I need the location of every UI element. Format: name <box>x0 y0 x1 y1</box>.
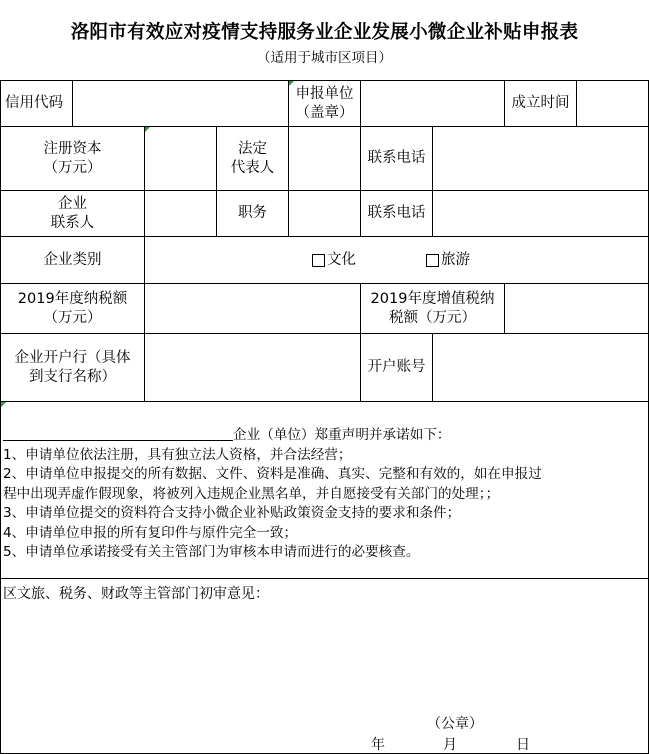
declaration-item: 3、申请单位提交的资料符合支持小微企业补贴政策资金支持的要求和条件； <box>3 505 461 521</box>
rule <box>0 578 649 579</box>
legal-rep-label-line2: 代表人 <box>230 159 275 176</box>
declaration-item: 4、申请单位申报的所有复印件与原件完全一致； <box>3 524 298 541</box>
contact-label-line1: 企业 <box>58 195 87 212</box>
category-option-tourism-label: 旅游 <box>441 251 470 268</box>
bank-label-line2: 到支行名称） <box>29 368 116 385</box>
declaration-intro: 企业（单位）郑重声明并承诺如下： <box>233 427 451 443</box>
legal-rep-label-line1: 法定 <box>238 140 267 157</box>
rule <box>0 401 649 402</box>
tax2019-label-line1: 2019年度纳税额 <box>17 290 128 307</box>
phone-label-2: 联系电话 <box>367 205 426 221</box>
applicant-field[interactable] <box>361 81 504 126</box>
category-label: 企业类别 <box>43 251 102 268</box>
contact-label-line2: 联系人 <box>50 214 95 231</box>
vat2019-label-line1: 2019年度增值税纳 <box>370 290 495 307</box>
form-subtitle: （适用于城市区项目） <box>257 50 392 66</box>
company-name-blank[interactable] <box>3 427 233 441</box>
bank-field[interactable] <box>145 334 360 401</box>
phone-label-1: 联系电话 <box>367 150 426 166</box>
contact-label <box>1 191 144 236</box>
declaration-item: 程中出现弄虚作假现象，将被列入违规企业黑名单，并自愿接受有关部门的处理；； <box>3 485 500 502</box>
account-field[interactable] <box>433 334 648 401</box>
date-year-label: 年 <box>371 737 385 753</box>
official-seal-label: （公章） <box>427 716 483 732</box>
tax2019-label <box>1 284 144 333</box>
capital-label-text: 注册资本 <box>43 140 102 157</box>
position-field[interactable] <box>289 191 360 236</box>
review-opinion-label: 区文旅、税务、财政等主管部门初审意见： <box>3 586 269 602</box>
legal-rep-label <box>217 127 288 190</box>
phone-field-2[interactable] <box>433 191 648 236</box>
comment-marker <box>1 402 6 407</box>
category-option-culture[interactable] <box>312 237 372 283</box>
category-option-tourism[interactable] <box>426 237 486 283</box>
applicant-seal-note: （盖章） <box>295 104 354 121</box>
credit-code-label: 信用代码 <box>5 95 63 111</box>
declaration-item: 5、申请单位承诺接受有关主管部门为审核本申请而进行的必要核查。 <box>3 544 420 560</box>
capital-label <box>1 127 144 190</box>
founded-field[interactable] <box>577 81 648 126</box>
bank-label-line1: 企业开户行（具体 <box>14 349 131 366</box>
tax2019-label-line2: （万元） <box>43 309 102 326</box>
date-month-label: 月 <box>443 737 457 753</box>
account-label: 开户账号 <box>367 359 426 375</box>
vat2019-label-line2: 税额（万元） <box>389 309 476 326</box>
checkbox-tourism[interactable] <box>426 254 439 267</box>
rule <box>144 236 145 283</box>
contact-field[interactable] <box>145 191 216 236</box>
position-label: 职务 <box>238 205 267 221</box>
founded-label: 成立时间 <box>511 95 570 111</box>
capital-field[interactable] <box>145 127 216 190</box>
declaration-item: 2、申请单位申报提交的所有数据、文件、资料是准确、真实、完整和有效的，如在申报过 <box>3 466 542 482</box>
declaration-intro-line <box>3 426 646 446</box>
vat2019-label <box>361 284 504 333</box>
form-title: 洛阳市有效应对疫情支持服务业企业发展小微企业补贴申报表 <box>70 22 579 43</box>
capital-unit: （万元） <box>43 159 102 176</box>
applicant-label <box>289 81 360 126</box>
phone-field-1[interactable] <box>433 127 648 190</box>
bank-label <box>1 334 144 401</box>
date-day-label: 日 <box>516 737 530 753</box>
credit-code-field[interactable] <box>73 81 288 126</box>
declaration-item: 1、申请单位依法注册，具有独立法人资格，并合法经营； <box>3 446 352 463</box>
tax2019-field[interactable] <box>145 284 360 333</box>
applicant-label-text: 申报单位 <box>295 85 354 102</box>
vat2019-field[interactable] <box>505 284 648 333</box>
legal-rep-field[interactable] <box>289 127 360 190</box>
declaration-block <box>3 426 646 563</box>
category-option-culture-label: 文化 <box>327 251 356 268</box>
checkbox-culture[interactable] <box>312 254 325 267</box>
